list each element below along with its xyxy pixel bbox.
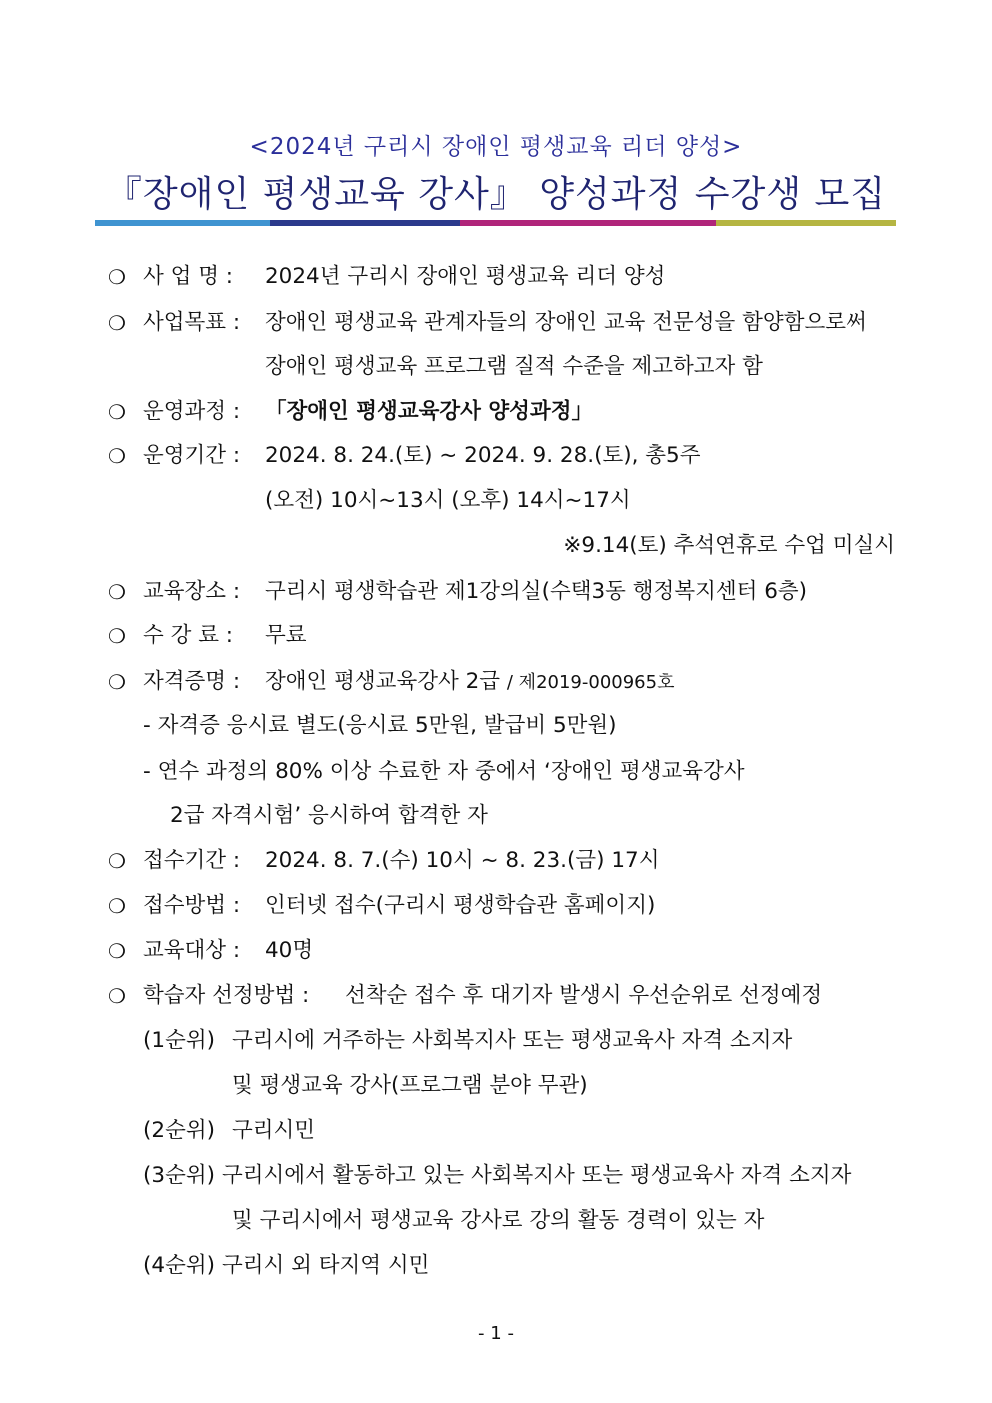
item-label: 수 강 료 : xyxy=(143,623,234,648)
item-label: 학습자 선정방법 : xyxy=(143,983,310,1008)
item-value xyxy=(265,667,674,698)
sub-item-text: - 자격증 응시료 별도(응시료 5만원, 발급비 5만원) xyxy=(143,713,617,738)
item-value: 2024. 8. 7.(수) 10시 ~ 8. 23.(금) 17시 xyxy=(265,848,660,873)
priority-label: (2순위) xyxy=(143,1118,215,1143)
underline-segment-4 xyxy=(716,220,896,226)
item-label: 운영기간 : xyxy=(143,443,241,468)
bullet-icon: ❍ xyxy=(108,444,126,468)
priority-text-cont: 및 평생교육 강사(프로그램 분야 무관) xyxy=(232,1073,588,1098)
bullet-icon: ❍ xyxy=(108,939,126,963)
priority-text: 구리시에서 활동하고 있는 사회복지사 또는 평생교육사 자격 소지자 xyxy=(222,1163,852,1188)
underline-segment-2 xyxy=(270,220,460,226)
bullet-icon: ❍ xyxy=(108,311,126,335)
item-label: 접수방법 : xyxy=(143,893,241,918)
item-value: 40명 xyxy=(265,938,314,963)
bullet-icon: ❍ xyxy=(108,580,126,604)
item-value: 선착순 접수 후 대기자 발생시 우선순위로 선정예정 xyxy=(345,983,823,1008)
item-value: 무료 xyxy=(265,623,307,648)
item-value: 「장애인 평생교육강사 양성과정」 xyxy=(265,399,593,424)
item-label: 접수기간 : xyxy=(143,848,241,873)
item-label: 운영과정 : xyxy=(143,399,241,424)
priority-text: 구리시민 xyxy=(232,1118,316,1143)
bullet-icon: ❍ xyxy=(108,400,126,424)
item-label: 교육장소 : xyxy=(143,579,241,604)
page-title: 『장애인 평생교육 강사』 양성과정 수강생 모집 xyxy=(105,174,887,215)
sub-item-text: 2급 자격시험’ 응시하여 합격한 자 xyxy=(170,803,488,828)
certificate-name: 장애인 평생교육강사 2급 xyxy=(265,669,501,694)
priority-text: 구리시 외 타지역 시민 xyxy=(222,1253,430,1278)
page-number: - 1 - xyxy=(478,1323,514,1344)
subtitle: <2024년 구리시 장애인 평생교육 리더 양성> xyxy=(249,134,743,160)
priority-label: (1순위) xyxy=(143,1028,215,1053)
item-value: 2024. 8. 24.(토) ~ 2024. 9. 28.(토), 총5주 xyxy=(265,443,701,468)
item-value: 구리시 평생학습관 제1강의실(수택3동 행정복지센터 6층) xyxy=(265,579,808,604)
priority-text: 구리시에 거주하는 사회복지사 또는 평생교육사 자격 소지자 xyxy=(232,1028,793,1053)
item-label: 자격증명 : xyxy=(143,669,241,694)
sub-item-text: - 연수 과정의 80% 이상 수료한 자 중에서 ‘장애인 평생교육강사 xyxy=(143,759,745,784)
underline-segment-3 xyxy=(460,220,716,226)
period-note: ※9.14(토) 추석연휴로 수업 미실시 xyxy=(563,533,895,558)
bullet-icon: ❍ xyxy=(108,984,126,1008)
bullet-icon: ❍ xyxy=(108,624,126,648)
priority-label: (4순위) xyxy=(143,1253,215,1278)
item-label: 사 업 명 : xyxy=(143,264,234,289)
bullet-icon: ❍ xyxy=(108,849,126,873)
underline-segment-1 xyxy=(95,220,270,226)
certificate-number: / 제2019-000965호 xyxy=(506,672,675,693)
item-label: 교육대상 : xyxy=(143,938,241,963)
item-value-cont: (오전) 10시~13시 (오후) 14시~17시 xyxy=(265,488,631,513)
bullet-icon: ❍ xyxy=(108,670,126,694)
priority-text-cont: 및 구리시에서 평생교육 강사로 강의 활동 경력이 있는 자 xyxy=(232,1208,765,1233)
item-label: 사업목표 : xyxy=(143,310,241,335)
item-value: 인터넷 접수(구리시 평생학습관 홈페이지) xyxy=(265,893,656,918)
bullet-icon: ❍ xyxy=(108,265,126,289)
item-value-cont: 장애인 평생교육 프로그램 질적 수준을 제고하고자 함 xyxy=(265,354,763,379)
bullet-icon: ❍ xyxy=(108,894,126,918)
item-value: 2024년 구리시 장애인 평생교육 리더 양성 xyxy=(265,264,666,289)
item-value: 장애인 평생교육 관계자들의 장애인 교육 전문성을 함양함으로써 xyxy=(265,310,867,335)
priority-label: (3순위) xyxy=(143,1163,215,1188)
